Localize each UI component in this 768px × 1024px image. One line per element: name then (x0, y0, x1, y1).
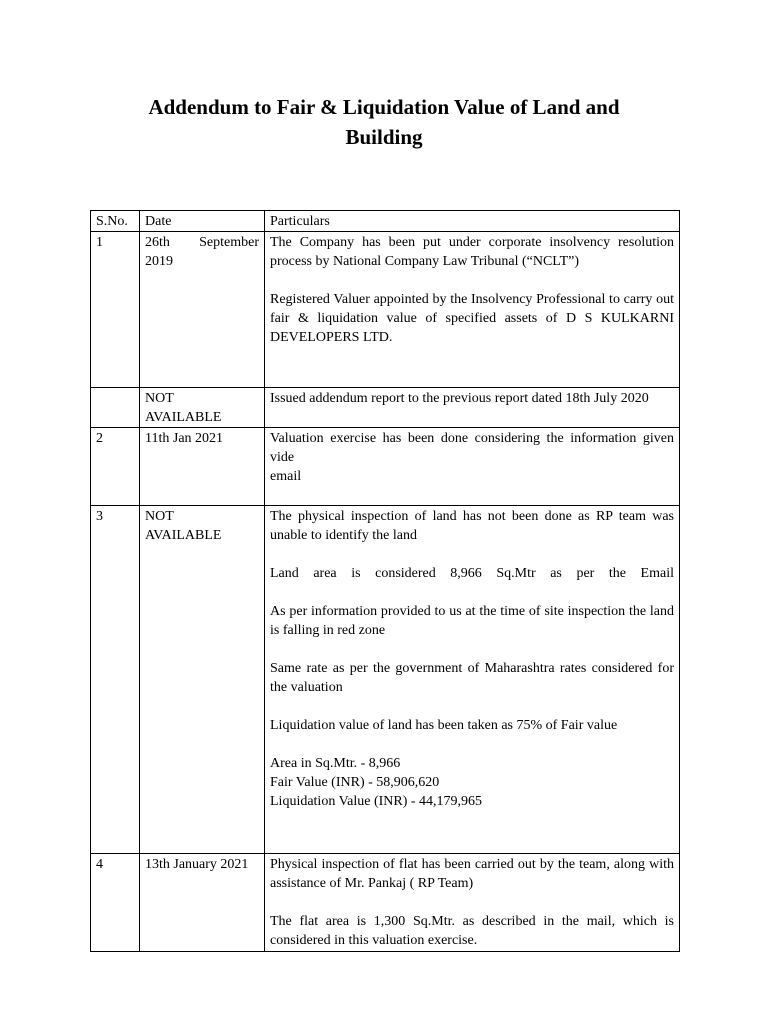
particulars-text: Issued addendum report to the previous report dated 18th July 2020 (270, 391, 649, 406)
cell-particulars (265, 388, 680, 428)
cell-particulars (265, 232, 680, 388)
table-header-row (91, 211, 680, 232)
particulars-text: As per information provided to us at the time of site inspection the land is falling in red zone (270, 604, 674, 638)
cell-sno: 2 (91, 428, 140, 506)
document-title (100, 92, 668, 152)
particulars-text: email (270, 469, 302, 484)
cell-date (140, 428, 265, 506)
table-row (91, 506, 680, 854)
title-line-1: Addendum to Fair & Liquidation Value of Land and (148, 95, 620, 119)
date-line: NOT (145, 391, 174, 406)
date-line: AVAILABLE (145, 410, 222, 425)
header-particulars: Particulars (265, 211, 680, 232)
title-line-2: Building (345, 125, 423, 149)
particulars-text: The Company has been put under corporate insolvency resolution process by National Company Law Tribunal (“NCLT”) (270, 235, 674, 269)
cell-sno: 1 (91, 232, 140, 388)
date-line: 11th Jan 2021 (145, 431, 224, 446)
cell-particulars (265, 854, 680, 952)
table-row (91, 232, 680, 388)
particulars-text: Fair Value (INR) - 58,906,620 (270, 775, 440, 790)
particulars-text: Liquidation Value (INR) - 44,179,965 (270, 794, 483, 809)
date-line: 13th January 2021 (145, 857, 249, 872)
particulars-text: Land area is considered 8,966 Sq.Mtr as per the Email (270, 566, 674, 581)
date-line: AVAILABLE (145, 528, 222, 543)
date-line: 2019 (145, 254, 173, 269)
particulars-text: The physical inspection of land has not been done as RP team was unable to identify the land (270, 509, 674, 543)
addendum-table (90, 210, 680, 952)
table-row (91, 388, 680, 428)
particulars-text: Liquidation value of land has been taken as 75% of Fair value (270, 718, 618, 733)
cell-sno: 4 (91, 854, 140, 952)
cell-date (140, 854, 265, 952)
cell-particulars (265, 506, 680, 854)
cell-date (140, 506, 265, 854)
particulars-text: Same rate as per the government of Maharashtra rates considered for the valuation (270, 661, 674, 695)
date-line: NOT (145, 509, 174, 524)
particulars-text: Physical inspection of flat has been carried out by the team, along with assistance of Mr. Pankaj ( RP Team) (270, 857, 674, 891)
particulars-text: Valuation exercise has been done considering the information given vide (270, 431, 674, 465)
particulars-text: Registered Valuer appointed by the Insolvency Professional to carry out fair & liquidation value of specified assets of D S KULKARNI DEVELOPERS LTD. (270, 292, 674, 345)
cell-sno (91, 388, 140, 428)
particulars-text: Area in Sq.Mtr. - 8,966 (270, 756, 401, 771)
table-row (91, 854, 680, 952)
cell-sno: 3 (91, 506, 140, 854)
particulars-text: The flat area is 1,300 Sq.Mtr. as described in the mail, which is considered in this valuation exercise. (270, 914, 674, 948)
cell-date (140, 232, 265, 388)
header-sno: S.No. (91, 211, 140, 232)
cell-particulars (265, 428, 680, 506)
table-row (91, 428, 680, 506)
date-line: 26th September (145, 235, 259, 250)
header-date: Date (140, 211, 265, 232)
cell-date (140, 388, 265, 428)
